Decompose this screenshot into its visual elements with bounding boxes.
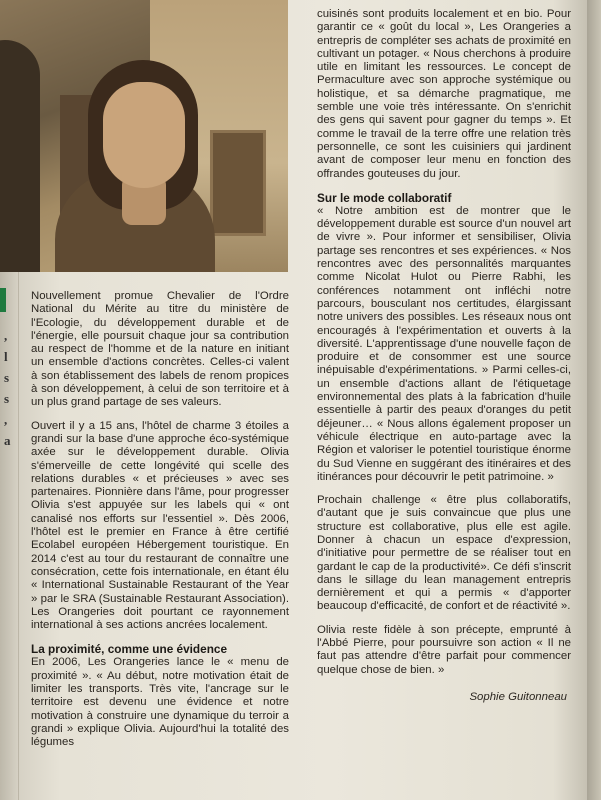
paragraph: cuisinés sont produits localement et en bio. Pour garantir ce « goût du local », Les Orangeries a entrepris de compléter ses achats de proximité en cultivant un potager. « Nous cherchons à produire utile en limitant les ressources. Le concept de Permaculture avec son approche systémique ou holistique, et sa démarche pragmatique, me semble une voie très intéressante. On s'enrichit des gens qui savent pour gagner du temps ». Et comme le travail de la terre offre une relation très personnelle, ce sont les cuisiniers qui jardinent avant de composer leur menu en fonction des offrandes gouteuses du jour. [317, 8, 571, 180]
photo-person-left [0, 40, 40, 272]
paragraph: Nouvellement promue Chevalier de l'Ordre National du Mérite au titre du ministère de l'Ecologie, du développement durable et de l'énergie, elle poursuit chaque jour sa contribution au respect de l'homme et de la nature en initiant un ensemble d'actions concrètes. Celles-ci valent à son établissement des labels de renom propices à son développement, à celui de son territoire et à un plus grand partage de ses valeurs. [31, 290, 289, 409]
prev-glyph: s [4, 391, 10, 406]
paragraph: Prochain challenge « être plus collaboratifs, d'autant que je suis convaincue que plus une structure est collaborative, plus elle est agile. Donner à chacun un espace d'expression, d'initiative pour permettre de se réaliser tout en gardant le cap de la productivité». Ce défi s'inscrit dans le sillage du lean management entrepris dernièrement et qui a permis « d'apporter beaucoup d'efficacité, de confort et de réactivité ». [317, 494, 571, 613]
prev-glyph: l [4, 349, 8, 364]
previous-page-text [4, 325, 18, 451]
paragraph: « Notre ambition est de montrer que le développement durable est source d'un nouvel art de vivre ». Pour informer et sensibiliser, Olivia partage ses rencontres et ses expériences. « Nos rencontres avec des personnalités marquantes comme Nicolat Hulot ou Pierre Rabhi, les conférences notamment ont infléchi notre parcours, bousculant nos certitudes, élargissant notre univers des possibles. Les réseaux nous ont encouragés à l'expérimentation et ouverts à la diversité. L'apprentissage d'une nouvelle façon de produire et de consommer est une source inépuisable d'expérimentations. » Parmi celles-ci, un ensemble d'actions allant de l'étiquetage environnemental des plats à la fabrication d'huile essentielle à partir des peaux d'oranges du petit déjeuner… « Nous allons également proposer un véhicule électrique en auto-partage avec la Région et valoriser le potentiel touristique énorme du Sud Vienne en suggérant des itinéraires et des itinérances pour découvrir le petit patrimoine. » [317, 204, 571, 483]
prev-glyph: , [4, 328, 8, 343]
prev-glyph: , [4, 412, 8, 427]
article-right-column [317, 8, 571, 704]
paragraph: En 2006, Les Orangeries lance le « menu de proximité ». « Au début, notre motivation était de limiter les transports. Très vite, l'ancrage sur le territoire est devenu une évidence et notre motivation à construire une dynamique du terroir a grandi » explique Olivia. Aujourd'hui la totalité des légumes [31, 656, 289, 749]
prev-glyph: s [4, 370, 10, 385]
section-heading: Sur le mode collaboratif [317, 190, 452, 205]
page-shadow-edge [587, 0, 601, 800]
paragraph: Ouvert il y a 15 ans, l'hôtel de charme 3 étoiles a grandi sur la base d'une approche éco-systémique axée sur le développement durable. Olivia s'émerveille de cette longévité qui scelle des relations durables « et précieuses » avec ses partenaires. Pionnière dans l'âme, pour progresser Olivia s'est appuyée sur les labels qui « ont canalisé nos efforts sur l'essentiel ». Dès 2006, l'hôtel est le premier en France à être certifié Ecolabel européen Hébergement touristique. En 2014 c'est au tour du restaurant de connaître une consécration, cette fois internationale, en étant élu « International Sustainable Restaurant of the Year » par le SRA (Sustainable Restaurant Association). Les Orangeries doit pourtant ce rayonnement international à ses actions ancrées localement. [31, 419, 289, 632]
author-signature: Sophie Guitonneau [469, 690, 567, 703]
section-heading: La proximité, comme une évidence [31, 642, 228, 657]
green-marker-bar [0, 288, 6, 312]
photo-woman-face [103, 82, 185, 188]
portrait-photo [0, 0, 288, 272]
article-left-column [31, 290, 289, 760]
prev-glyph: a [4, 433, 11, 448]
photo-window [210, 130, 266, 236]
paragraph: Olivia reste fidèle à son précepte, emprunté à l'Abbé Pierre, pour poursuivre son action « Il ne faut pas attendre d'être parfait pour commencer quelque chose de bien. » [317, 623, 571, 676]
